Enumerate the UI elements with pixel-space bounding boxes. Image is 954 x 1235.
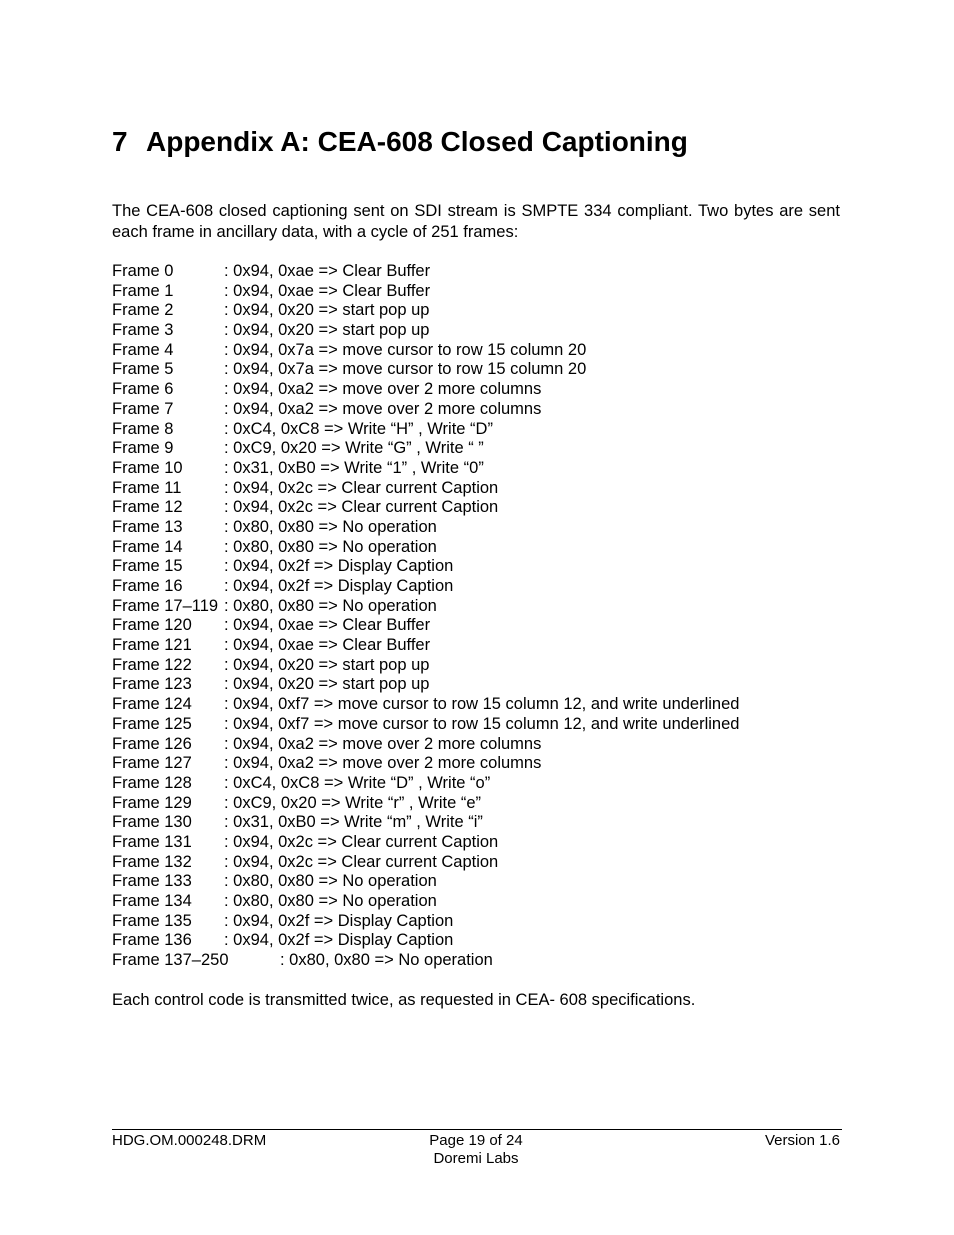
frame-label: Frame 1 <box>112 281 174 300</box>
frame-description: : 0x94, 0x20 => start pop up <box>224 655 430 674</box>
list-item <box>112 538 840 558</box>
frame-description: : 0x94, 0x7a => move cursor to row 15 column 20 <box>224 360 587 379</box>
frame-description: : 0x94, 0x7a => move cursor to row 15 column 20 <box>224 340 587 359</box>
frame-description: : 0xC4, 0xC8 => Write “D” , Write “o” <box>224 773 491 792</box>
list-item <box>112 754 840 774</box>
frame-description: : 0x80, 0x80 => No operation <box>224 537 437 556</box>
closing-paragraph: Each control code is transmitted twice, as requested in CEA- 608 specifications. <box>112 991 696 1009</box>
frame-description: : 0x94, 0xae => Clear Buffer <box>224 616 431 635</box>
list-item <box>112 557 840 577</box>
frame-label: Frame 123 <box>112 675 192 694</box>
list-item <box>112 931 840 951</box>
frame-label: Frame 128 <box>112 773 192 792</box>
frame-label: Frame 131 <box>112 832 192 851</box>
frame-label: Frame 137–250 <box>112 951 229 970</box>
frame-label: Frame 15 <box>112 557 183 576</box>
frame-description: : 0x94, 0xf7 => move cursor to row 15 column 12, and write underlined <box>224 714 740 733</box>
list-item <box>112 656 840 676</box>
frame-description: : 0x80, 0x80 => No operation <box>224 517 437 536</box>
frame-label: Frame 120 <box>112 616 192 635</box>
frame-label: Frame 121 <box>112 636 192 655</box>
frame-description: : 0x94, 0x2f => Display Caption <box>224 557 454 576</box>
frame-description: : 0x94, 0xa2 => move over 2 more columns <box>224 734 542 753</box>
list-item <box>112 675 840 695</box>
frame-label: Frame 14 <box>112 537 183 556</box>
frame-description: : 0x94, 0xae => Clear Buffer <box>224 262 431 280</box>
list-item <box>112 360 840 380</box>
list-item <box>112 951 840 971</box>
frame-label: Frame 126 <box>112 734 192 753</box>
frame-description: : 0x94, 0x2c => Clear current Caption <box>224 832 499 851</box>
frame-description: : 0x94, 0xa2 => move over 2 more columns <box>224 399 542 418</box>
list-item <box>112 262 840 282</box>
frame-label: Frame 5 <box>112 360 174 379</box>
frame-label: Frame 134 <box>112 892 192 910</box>
list-item <box>112 282 840 302</box>
footer-version: Version 1.6 <box>764 1132 840 1149</box>
frame-label: Frame 130 <box>112 813 192 832</box>
frame-description: : 0x94, 0x2f => Display Caption <box>224 931 454 950</box>
frame-label: Frame 136 <box>112 931 192 950</box>
frame-description: : 0x94, 0x2f => Display Caption <box>224 911 454 930</box>
list-item <box>112 872 840 892</box>
frame-label: Frame 17–119 <box>112 596 219 615</box>
frame-description: : 0x94, 0xae => Clear Buffer <box>224 636 431 655</box>
frame-label: Frame 10 <box>112 458 183 477</box>
frame-description: : 0x31, 0xB0 => Write “1” , Write “0” <box>224 458 484 477</box>
frame-description: : 0x94, 0xa2 => move over 2 more columns <box>224 754 542 773</box>
frame-label: Frame 125 <box>112 714 192 733</box>
frame-label: Frame 3 <box>112 321 174 340</box>
frame-description: : 0x94, 0x2c => Clear current Caption <box>224 478 499 497</box>
list-item <box>112 479 840 499</box>
list-item <box>112 892 840 912</box>
frame-description: : 0x94, 0xae => Clear Buffer <box>224 281 431 300</box>
frame-description: : 0x94, 0x2c => Clear current Caption <box>224 498 499 517</box>
footer-center <box>112 1132 840 1168</box>
frame-description: : 0x94, 0x20 => start pop up <box>224 301 430 320</box>
list-item <box>112 301 840 321</box>
section-heading <box>112 126 688 158</box>
frame-label: Frame 129 <box>112 793 192 812</box>
frame-label: Frame 133 <box>112 872 192 891</box>
frame-label: Frame 12 <box>112 498 183 517</box>
list-item <box>112 853 840 873</box>
list-item <box>112 459 840 479</box>
list-item <box>112 715 840 735</box>
list-item <box>112 400 840 420</box>
list-item <box>112 420 840 440</box>
frame-description: : 0x80, 0x80 => No operation <box>280 951 493 970</box>
list-item <box>112 735 840 755</box>
section-title: Appendix A: CEA-608 Closed Captioning <box>146 126 688 157</box>
frame-description: : 0x31, 0xB0 => Write “m” , Write “i” <box>224 813 483 832</box>
frame-description: : 0x94, 0xf7 => move cursor to row 15 column 12, and write underlined <box>224 695 740 714</box>
frame-description: : 0x94, 0x20 => start pop up <box>224 321 430 340</box>
frame-description: : 0xC4, 0xC8 => Write “H” , Write “D” <box>224 419 493 438</box>
list-item <box>112 774 840 794</box>
frame-label: Frame 6 <box>112 380 174 399</box>
frame-label: Frame 124 <box>112 695 192 714</box>
frame-label: Frame 13 <box>112 517 183 536</box>
frame-label: Frame 0 <box>112 262 174 280</box>
list-item <box>112 380 840 400</box>
frame-description: : 0x94, 0x20 => start pop up <box>224 675 430 694</box>
frame-label: Frame 2 <box>112 301 174 320</box>
section-number: 7 <box>112 126 128 157</box>
frame-label: Frame 135 <box>112 911 192 930</box>
frame-description: : 0x94, 0x2f => Display Caption <box>224 577 454 595</box>
footer-company: Doremi Labs <box>433 1150 519 1167</box>
list-item <box>112 912 840 932</box>
list-item <box>112 813 840 833</box>
list-item <box>112 439 840 459</box>
frame-description: : 0x80, 0x80 => No operation <box>224 872 437 891</box>
frame-label: Frame 9 <box>112 439 174 458</box>
list-item <box>112 597 840 617</box>
list-item <box>112 794 840 814</box>
list-item <box>112 695 840 715</box>
list-item <box>112 616 840 636</box>
frame-label: Frame 7 <box>112 399 174 418</box>
frame-description: : 0x80, 0x80 => No operation <box>224 596 437 615</box>
frame-label: Frame 127 <box>112 754 192 773</box>
frame-label: Frame 8 <box>112 419 174 438</box>
list-item <box>112 341 840 361</box>
frame-list <box>112 262 840 971</box>
frame-description: : 0xC9, 0x20 => Write “r” , Write “e” <box>224 793 482 812</box>
frame-label: Frame 132 <box>112 852 192 871</box>
frame-label: Frame 122 <box>112 655 192 674</box>
list-item <box>112 833 840 853</box>
frame-label: Frame 11 <box>112 478 182 497</box>
list-item <box>112 498 840 518</box>
footer-page-number: Page 19 of 24 <box>429 1132 523 1149</box>
frame-description: : 0x94, 0x2c => Clear current Caption <box>224 852 499 871</box>
list-item <box>112 577 840 597</box>
list-item <box>112 518 840 538</box>
intro-paragraph: The CEA-608 closed captioning sent on SDI stream is SMPTE 334 compliant. Two bytes are sent each frame in ancillary data, with a cycle of 251 frames: <box>112 202 840 241</box>
frame-description: : 0x94, 0xa2 => move over 2 more columns <box>224 380 542 399</box>
frame-label: Frame 4 <box>112 340 174 359</box>
footer-doc-id: HDG.OM.000248.DRM <box>112 1132 267 1149</box>
list-item <box>112 636 840 656</box>
frame-description: : 0xC9, 0x20 => Write “G” , Write “ ” <box>224 439 484 458</box>
frame-label: Frame 16 <box>112 577 183 595</box>
frame-description: : 0x80, 0x80 => No operation <box>224 892 437 910</box>
list-item <box>112 321 840 341</box>
footer-divider <box>112 1129 842 1130</box>
